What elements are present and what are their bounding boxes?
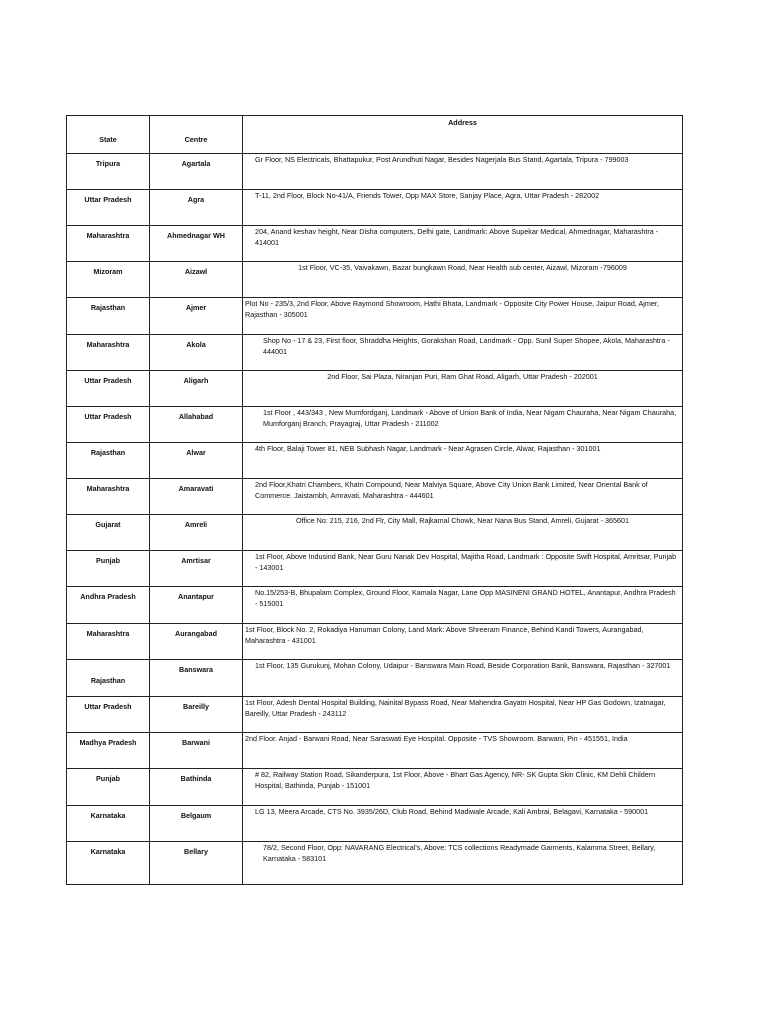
- cell-centre: Akola: [150, 335, 243, 371]
- cell-address: 1st Floor, Block No. 2, Rokadiya Hanuman Colony, Land Mark: Above Shreeram Finance, Behind Kandi Towers, Aurangabad, Maharashtra - 431001: [243, 624, 683, 660]
- table-row: [67, 479, 683, 515]
- cell-centre: Agartala: [150, 154, 243, 190]
- cell-state: Uttar Pradesh: [67, 190, 150, 226]
- table-row: [67, 298, 683, 335]
- cell-state: Gujarat: [67, 515, 150, 551]
- header-centre: Centre: [150, 116, 243, 154]
- cell-address: 204, Anand keshav height, Near Disha computers, Delhi gate, Landmark: Above Supekar Medical, Ahmednagar, Maharashtra - 414001: [243, 226, 683, 262]
- cell-state: Tripura: [67, 154, 150, 190]
- cell-address: 4th Floor, Balaji Tower 81, NEB Subhash Nagar, Landmark - Near Agrasen Circle, Alwar, Rajasthan - 301001: [243, 443, 683, 479]
- cell-address: 1st Floor, VC-35, Vaivakawn, Bazar bungkawn Road, Near Health sub center, Aizawl, Mizoram -796009: [243, 262, 683, 298]
- cell-address: 2nd Floor. Anjad - Barwani Road, Near Saraswati Eye Hospital. Opposite - TVS Showroom. Barwani, Pin - 451551, India: [243, 733, 683, 769]
- cell-centre: Belgaum: [150, 806, 243, 842]
- table-row: [67, 262, 683, 298]
- cell-address: Gr Floor, NS Electricals, Bhattapukur, Post Arundhuti Nagar, Besides Nagerjala Bus Stand, Agartala, Tripura - 799003: [243, 154, 683, 190]
- cell-address: 2nd Floor,Khatri Chambers, Khatri Compound, Near Malviya Square, Above City Union Bank Limited, Near Oriental Bank of Commerce. Jaistambh, Amravati, Maharashtra - 444601: [243, 479, 683, 515]
- cell-address: No.15/253-B, Bhupalam Complex, Ground Floor, Kamala Nagar, Lane Opp MASINENI GRAND HOTEL, Anantapur, Andhra Pradesh - 515001: [243, 587, 683, 624]
- table-row: [67, 371, 683, 407]
- table-row: [67, 190, 683, 226]
- table-row: [67, 335, 683, 371]
- cell-address: Office No: 215, 216, 2nd Flr, City Mall, Rajkamal Chowk, Near Nana Bus Stand, Amreli, Gujarat - 365601: [243, 515, 683, 551]
- cell-state: Madhya Pradesh: [67, 733, 150, 769]
- cell-state: Punjab: [67, 551, 150, 587]
- table-row: [67, 226, 683, 262]
- cell-centre: Allahabad: [150, 407, 243, 443]
- cell-centre: Amaravati: [150, 479, 243, 515]
- cell-state: Maharashtra: [67, 479, 150, 515]
- table-row: [67, 407, 683, 443]
- table-row: [67, 733, 683, 769]
- cell-state: Punjab: [67, 769, 150, 806]
- cell-address: Plot No - 235/3, 2nd Floor, Above Raymond Showroom, Hathi Bhata, Landmark - Opposite City Power House, Jaipur Road, Ajmer, Rajasthan - 305001: [243, 298, 683, 335]
- cell-state: Rajasthan: [67, 298, 150, 335]
- cell-state: Karnataka: [67, 842, 150, 885]
- cell-centre: Aizawl: [150, 262, 243, 298]
- cell-address: 1st Floor, 135 Gurukunj, Mohan Colony, Udaipur - Banswara Main Road, Beside Corporation Bank, Banswara, Rajasthan - 327001: [243, 660, 683, 697]
- cell-centre: Bareilly: [150, 697, 243, 733]
- table-row: [67, 551, 683, 587]
- cell-state: Rajasthan: [67, 660, 150, 697]
- cell-centre: Anantapur: [150, 587, 243, 624]
- cell-centre: Amreli: [150, 515, 243, 551]
- cell-address: 1st Floor , 443/343 , New Mumfordganj, Landmark - Above of Union Bank of India, Near Nigam Chauraha, Near Nigam Chauraha, Mumforganj Branch, Prayagraj, Uttar Pradesh - 211002: [243, 407, 683, 443]
- table-row: [67, 697, 683, 733]
- cell-address: 1st Floor, Adesh Dental Hospital Building, Nainital Bypass Road, Near Mahendra Gayatri Hospital, Near HP Gas Godown, Izatnagar, Bareilly, Uttar Pradesh - 243112: [243, 697, 683, 733]
- cell-state: Maharashtra: [67, 226, 150, 262]
- table-row: [67, 660, 683, 697]
- table-row: [67, 587, 683, 624]
- cell-centre: Bathinda: [150, 769, 243, 806]
- cell-address: T-11, 2nd Floor, Block No-41/A, Friends Tower, Opp MAX Store, Sanjay Place, Agra, Uttar Pradesh - 282002: [243, 190, 683, 226]
- cell-centre: Ajmer: [150, 298, 243, 335]
- cell-centre: Alwar: [150, 443, 243, 479]
- header-address: Address: [243, 116, 683, 154]
- table-row: [67, 806, 683, 842]
- cell-state: Andhra Pradesh: [67, 587, 150, 624]
- cell-centre: Barwani: [150, 733, 243, 769]
- cell-state: Maharashtra: [67, 335, 150, 371]
- cell-centre: Agra: [150, 190, 243, 226]
- cell-address: LG 13, Meera Arcade, CTS No. 3935/26D, Club Road, Behind Madiwale Arcade, Kali Ambrai, Belagavi, Karnataka - 590001: [243, 806, 683, 842]
- table-row: [67, 154, 683, 190]
- table-row: [67, 624, 683, 660]
- cell-centre: Amrtisar: [150, 551, 243, 587]
- cell-state: Mizoram: [67, 262, 150, 298]
- cell-centre: Banswara: [150, 660, 243, 697]
- cell-address: 2nd Floor, Sai Plaza, Niranjan Puri, Ram Ghat Road, Aligarh, Uttar Pradesh - 202001: [243, 371, 683, 407]
- cell-state: Maharashtra: [67, 624, 150, 660]
- table-row: [67, 515, 683, 551]
- cell-state: Uttar Pradesh: [67, 407, 150, 443]
- centre-address-table: [66, 115, 683, 885]
- cell-state: Rajasthan: [67, 443, 150, 479]
- cell-address: 78/2, Second Floor, Opp: NAVARANG Electrical's, Above: TCS collections Readymade Garments, Kalamma Street, Bellary, Karnataka - 583101: [243, 842, 683, 885]
- table-row: [67, 443, 683, 479]
- header-state: State: [67, 116, 150, 154]
- cell-state: Karnataka: [67, 806, 150, 842]
- cell-address: 1st Floor, Above Indusind Bank, Near Guru Nanak Dev Hospital, Majitha Road, Landmark : Opposite Swift Hospital, Amritsar, Punjab - 143001: [243, 551, 683, 587]
- cell-address: # 82, Railway Station Road, Sikanderpura, 1st Floor, Above - Bhart Gas Agency, NR- SK Gupta Skin Clinic, KM Dehli Childern Hospital, Bathinda, Punjab - 151001: [243, 769, 683, 806]
- table-row: [67, 842, 683, 885]
- table-row: [67, 769, 683, 806]
- cell-centre: Aligarh: [150, 371, 243, 407]
- table-header-row: [67, 116, 683, 154]
- cell-centre: Bellary: [150, 842, 243, 885]
- cell-state: Uttar Pradesh: [67, 371, 150, 407]
- cell-state: Uttar Pradesh: [67, 697, 150, 733]
- cell-centre: Aurangabad: [150, 624, 243, 660]
- cell-address: Shop No - 17 & 23, First floor, Shraddha Heights, Gorakshan Road, Landmark - Opp. Sunil Super Shopee, Akola, Maharashtra - 444001: [243, 335, 683, 371]
- cell-centre: Ahmednagar WH: [150, 226, 243, 262]
